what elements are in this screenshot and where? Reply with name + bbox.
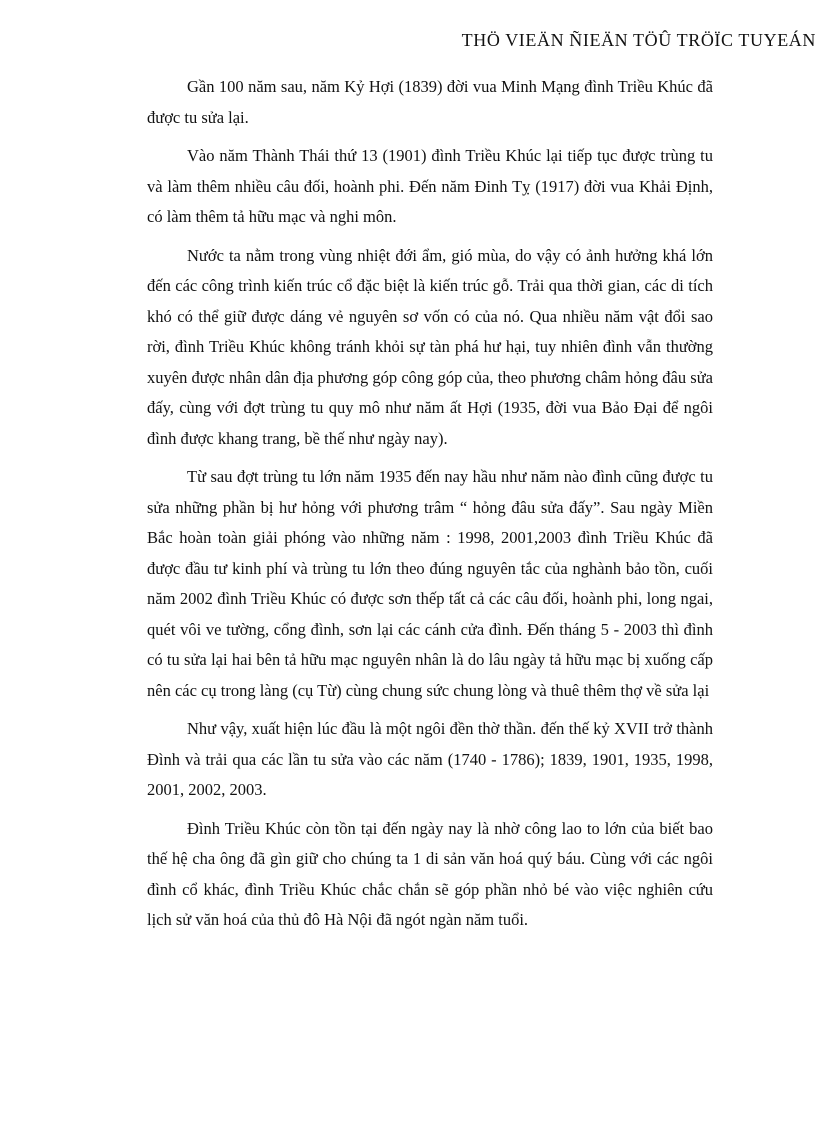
paragraph-2: Vào năm Thành Thái thứ 13 (1901) đình Triều Khúc lại tiếp tục được trùng tu và làm thêm nhiều câu đối, hoành phi. Đến năm Đinh Tỵ (1917) đời vua Khải Định, có làm thêm tả hữu mạc và nghi môn.	[147, 146, 713, 226]
page-header: THÖ VIEÄN ÑIEÄN TÖÛ TRÖÏC TUYEÁN	[461, 30, 816, 50]
document-body	[147, 72, 713, 944]
paragraph-3: Nước ta nằm trong vùng nhiệt đới ẩm, gió mùa, do vậy có ảnh hưởng khá lớn đến các công trình kiến trúc cổ đặc biệt là kiến trúc gỗ. Trải qua thời gian, các di tích khó có thể giữ được dáng vẻ nguyên sơ vốn có của nó. Qua nhiều năm vật đổi sao rời, đình Triều Khúc không tránh khỏi sự tàn phá hư hại, tuy nhiên đình vẫn thường xuyên được nhân dân địa phương góp công góp của, theo phương châm hỏng đâu sửa đấy, cùng với đợt trùng tu quy mô như năm ất Hợi (1935, đời vua Bảo Đại để ngôi đình được khang trang, bề thế như ngày nay).	[147, 245, 713, 448]
paragraph-5: Như vậy, xuất hiện lúc đầu là một ngôi đền thờ thần. đến thế kỷ XVII trở thành Đình và trải qua các lần tu sửa vào các năm (1740 - 1786); 1839, 1901, 1935, 1998, 2001, 2002, 2003.	[147, 719, 713, 799]
paragraph-4: Từ sau đợt trùng tu lớn năm 1935 đến nay hầu như năm nào đình cũng được tu sửa những phần bị hư hỏng với phương trâm “ hỏng đâu sửa đấy”. Sau ngày Miền Bắc hoàn toàn giải phóng vào những năm : 1998, 2001,2003 đình Triều Khúc đã được đầu tư kinh phí và trùng tu lớn theo đúng nguyên tắc của nghành bảo tồn, cuối năm 2002 đình Triều Khúc có được sơn thếp tất cả các câu đối, hoành phi, long ngai, quét vôi ve tường, cổng đình, sơn lại các cánh cửa đình. Đến tháng 5 - 2003 thì đình có tu sửa lại hai bên tả hữu mạc nguyên nhân là do lâu ngày tả hữu mạc bị xuống cấp nên các cụ trong làng (cụ Từ) cùng chung sức chung lòng và thuê thêm thợ về sửa lại	[147, 467, 713, 700]
paragraph-6: Đình Triều Khúc còn tồn tại đến ngày nay là nhờ công lao to lớn của biết bao thế hệ cha ông đã gìn giữ cho chúng ta 1 di sản văn hoá quý báu. Cùng với các ngôi đình cổ khác, đình Triều Khúc chắc chắn sẽ góp phần nhỏ bé vào việc nghiên cứu lịch sử văn hoá của thủ đô Hà Nội đã ngót ngàn năm tuổi.	[147, 818, 713, 929]
paragraph-1: Gần 100 năm sau, năm Kỷ Hợi (1839) đời vua Minh Mạng đình Triều Khúc đã được tu sửa lại.	[147, 77, 713, 127]
